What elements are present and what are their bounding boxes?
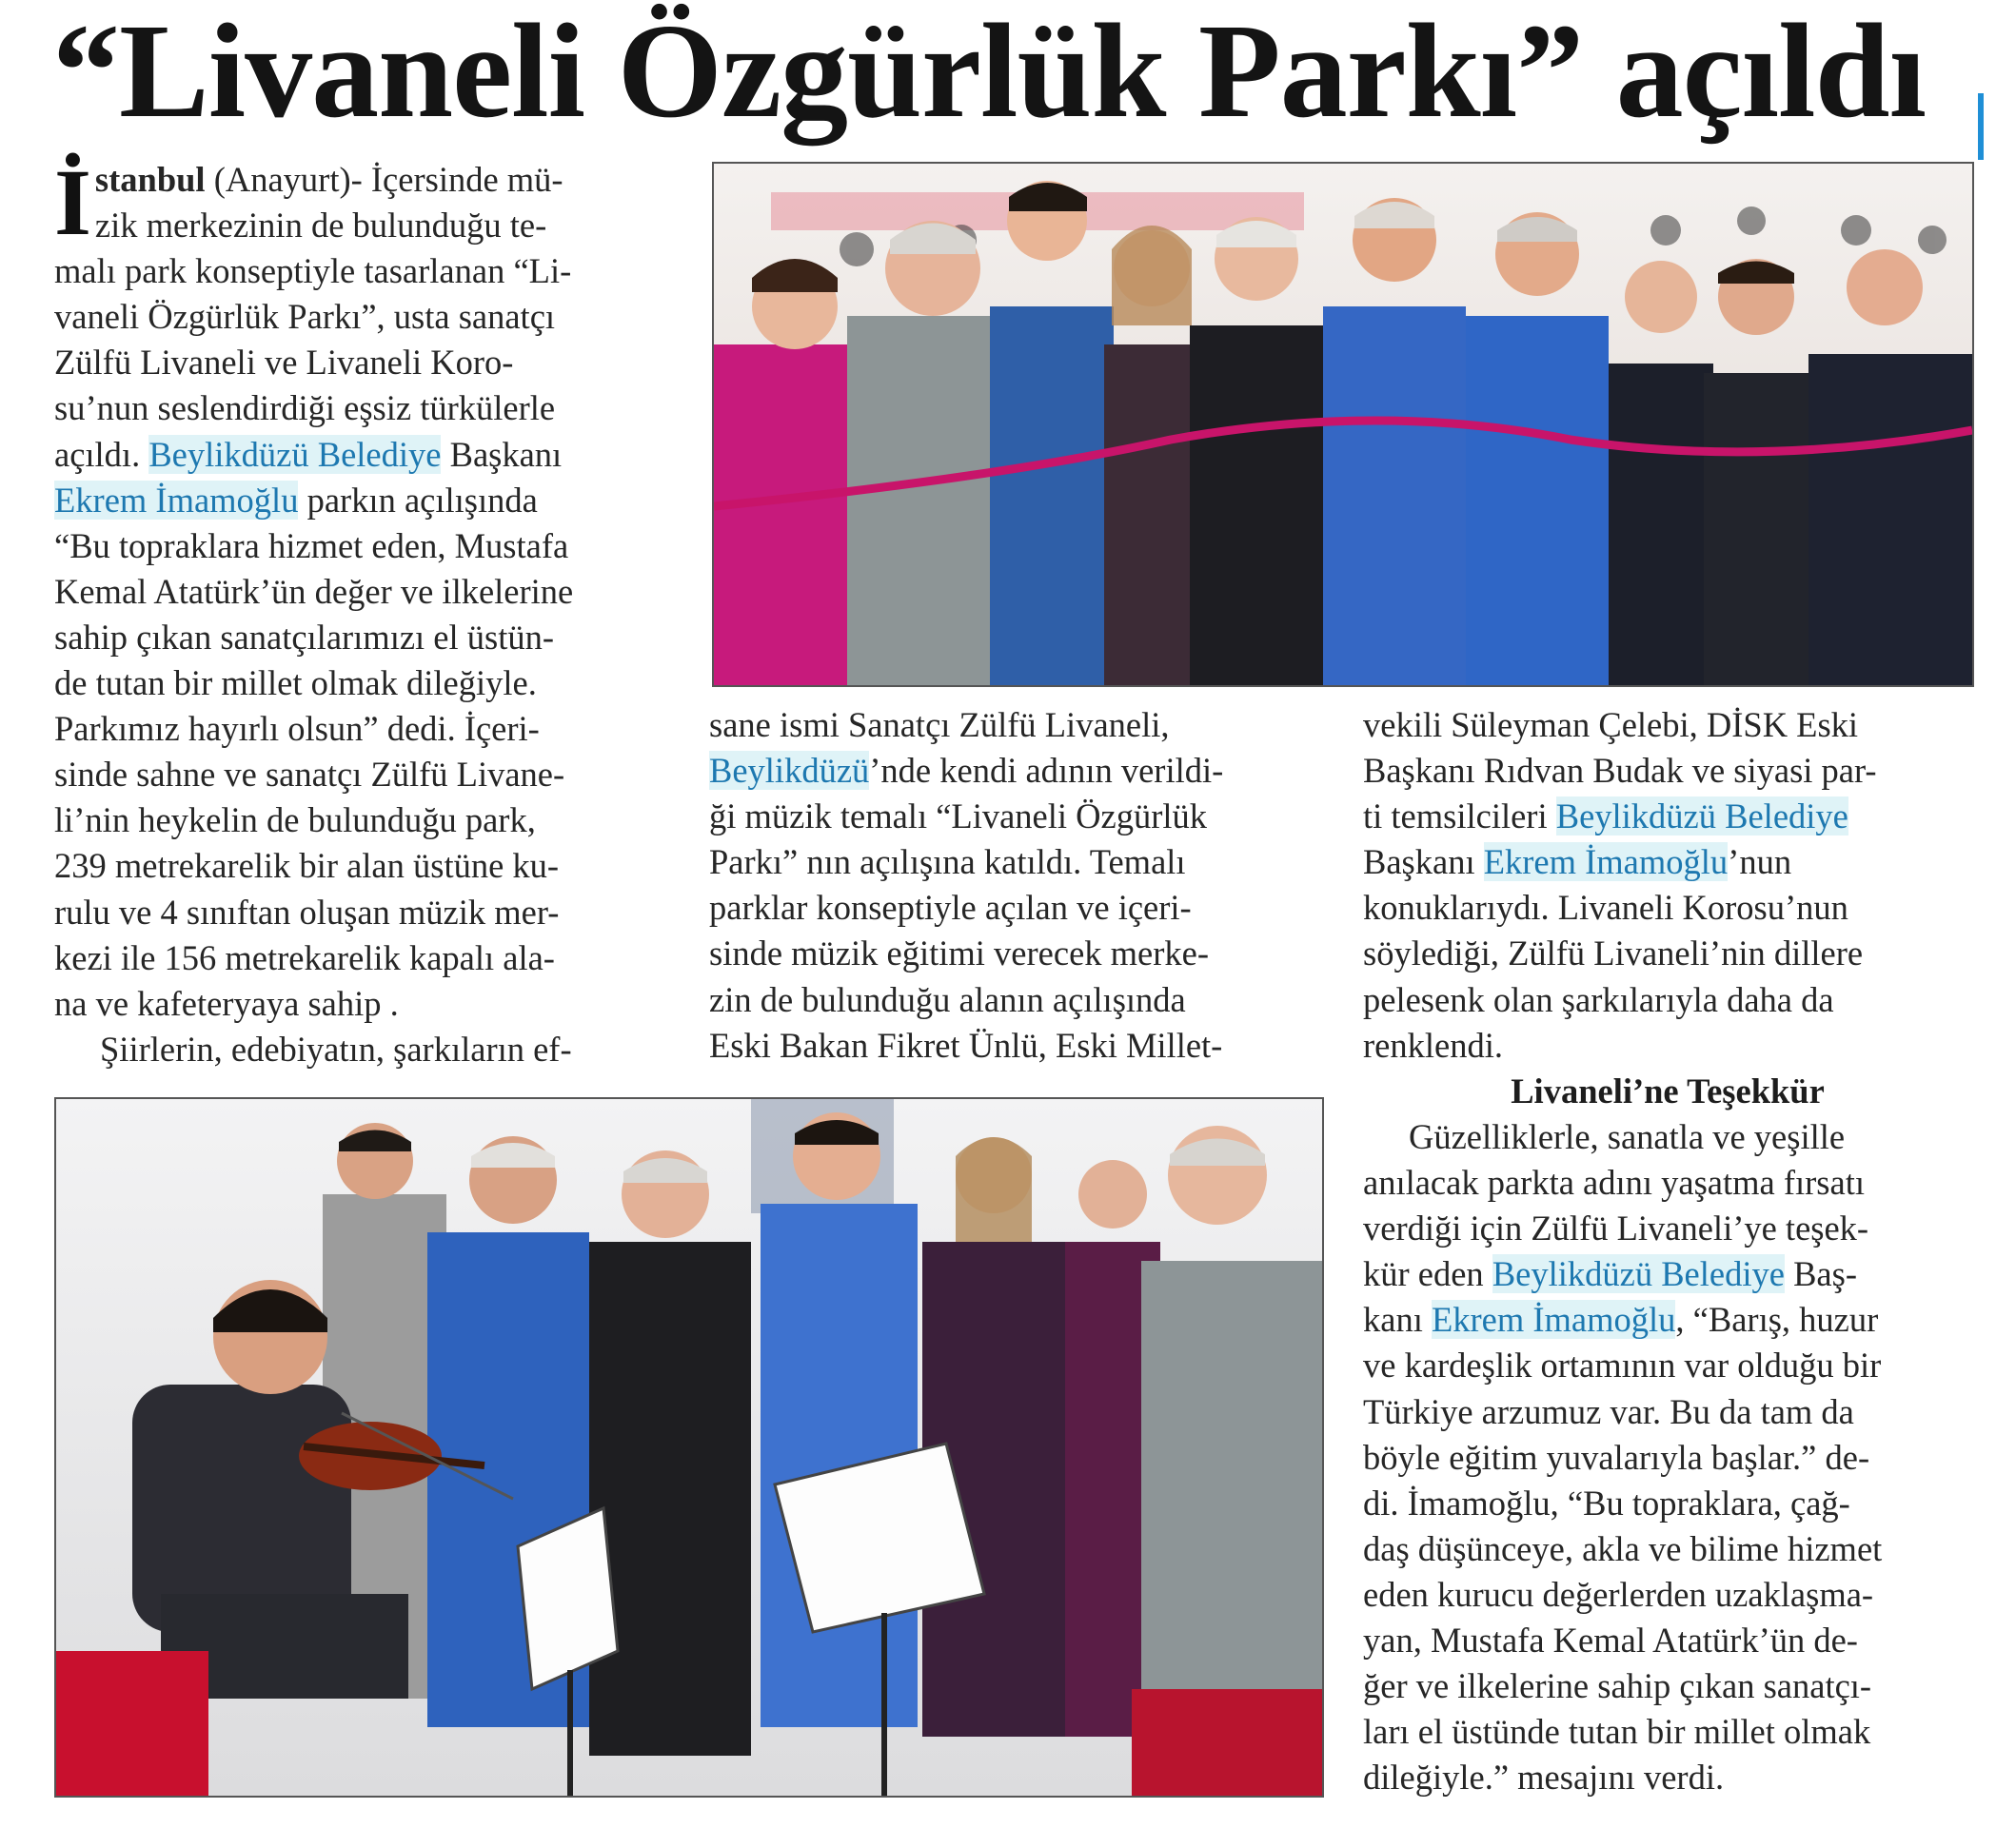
article-line: Parkımız hayırlı olsun” dedi. İçeri- xyxy=(54,709,540,749)
highlighted-name: Ekrem İmamoğlu xyxy=(1483,842,1729,882)
article-line: böyle eğitim yuvalarıyla başlar.” de- xyxy=(1363,1437,1870,1477)
highlighted-name: Ekrem İmamoğlu xyxy=(1431,1300,1676,1340)
article-column-2 xyxy=(709,702,1318,1069)
article-line: daş düşünceye, akla ve bilime hizmet xyxy=(1363,1528,1883,1568)
article-line: ğer ve ilkelerine sahip çıkan sanatçı- xyxy=(1363,1666,1872,1706)
ribbon-cutting-photo xyxy=(712,162,1974,687)
headline: “Livaneli Özgürlük Parkı” açıldı xyxy=(52,0,1926,146)
article-line: renklendi. xyxy=(1363,1025,1503,1065)
article-line: vaneli Özgürlük Parkı”, usta sanatçı xyxy=(54,297,556,337)
article-line: konuklarıydı. Livaneli Korosu’nun xyxy=(1363,888,1848,928)
article-line: Kemal Atatürk’ün değer ve ilkelerine xyxy=(54,571,574,611)
article-line: kanı Ekrem İmamoğlu, “Barış, huzur xyxy=(1363,1300,1879,1340)
edge-accent-bar xyxy=(1978,93,1984,160)
article-line: yan, Mustafa Kemal Atatürk’ün de- xyxy=(1363,1621,1858,1661)
article-line: eden kurucu değerlerden uzaklaşma- xyxy=(1363,1574,1874,1614)
article-line: vekili Süleyman Çelebi, DİSK Eski xyxy=(1363,705,1859,744)
article-line: kür eden Beylikdüzü Belediye Baş- xyxy=(1363,1254,1857,1294)
article-line: parklar konseptiyle açılan ve içeri- xyxy=(709,888,1192,928)
article-line: sane ismi Sanatçı Zülfü Livaneli, xyxy=(709,705,1170,744)
article-line: zik merkezinin de bulunduğu te- xyxy=(94,206,547,246)
article-line: Başkanı Ekrem İmamoğlu’nun xyxy=(1363,842,1792,882)
highlighted-name: Beylikdüzü Belediye xyxy=(1555,796,1848,836)
article-line: sinde sahne ve sanatçı Zülfü Livane- xyxy=(54,755,565,795)
article-line: rulu ve 4 sınıftan oluşan müzik mer- xyxy=(54,892,560,932)
violin-performance-photo xyxy=(54,1097,1324,1798)
article-line: pelesenk olan şarkılarıyla daha da xyxy=(1363,979,1834,1019)
article-line: Ekrem İmamoğlu parkın açılışında xyxy=(54,480,538,520)
article-line: anılacak parkta adını yaşatma fırsatı xyxy=(1363,1163,1865,1203)
article-line: ları el üstünde tutan bir millet olmak xyxy=(1363,1712,1871,1752)
article-line: li’nin heykelin de bulunduğu park, xyxy=(54,800,536,840)
article-line: verdiği için Zülfü Livaneli’ye teşek- xyxy=(1363,1209,1869,1248)
article-line: açıldı. Beylikdüzü Belediye Başkanı xyxy=(54,434,563,474)
article-line: ti temsilcileri Beylikdüzü Belediye xyxy=(1363,796,1848,836)
highlighted-name: Beylikdüzü Belediye xyxy=(148,434,442,474)
article-line: söylediği, Zülfü Livaneli’nin dillere xyxy=(1363,934,1864,973)
drop-cap: İ xyxy=(54,149,91,255)
article-line: Güzelliklerle, sanatla ve yeşille xyxy=(1409,1117,1846,1156)
article-line: su’nun seslendirdiği eşsiz türkülerle xyxy=(54,388,556,428)
article-line: sinde müzik eğitimi verecek merke- xyxy=(709,934,1209,973)
section-subhead: Livaneli’ne Teşekkür xyxy=(1511,1071,1825,1111)
article-line: Türkiye arzumuz var. Bu da tam da xyxy=(1363,1391,1854,1431)
violin-performance-illustration xyxy=(56,1099,1322,1796)
article-line: ği müzik temalı “Livaneli Özgürlük xyxy=(709,796,1208,836)
dateline-city: stanbul xyxy=(94,160,206,199)
article-line: de tutan bir millet olmak dileğiyle. xyxy=(54,663,537,703)
article-line: Parkı” nın açılışına katıldı. Temalı xyxy=(709,842,1186,882)
article-line: sahip çıkan sanatçılarımızı el üstün- xyxy=(54,617,555,657)
article-line: kezi ile 156 metrekarelik kapalı ala- xyxy=(54,937,555,977)
ribbon-cutting-illustration xyxy=(714,164,1972,685)
article-line: zin de bulunduğu alanın açılışında xyxy=(709,979,1186,1019)
article-column-1 xyxy=(54,149,663,1072)
article-line: Eski Bakan Fikret Ünlü, Eski Millet- xyxy=(709,1025,1223,1065)
article-column-3 xyxy=(1363,702,1972,1069)
article-line: na ve kafeteryaya sahip . xyxy=(54,983,399,1023)
article-line: Zülfü Livaneli ve Livaneli Koro- xyxy=(54,343,514,383)
article-line: Şiirlerin, edebiyatın, şarkıların ef- xyxy=(100,1029,572,1069)
article-line: Beylikdüzü’nde kendi adının verildi- xyxy=(709,751,1224,791)
highlighted-name: Ekrem İmamoğlu xyxy=(54,480,299,520)
article-line: di. İmamoğlu, “Bu topraklara, çağ- xyxy=(1363,1483,1850,1523)
highlighted-name: Beylikdüzü Belediye xyxy=(1492,1254,1785,1294)
article-line: Başkanı Rıdvan Budak ve siyasi par- xyxy=(1363,751,1877,791)
article-line: ve kardeşlik ortamının var olduğu bir xyxy=(1363,1346,1882,1386)
article-line: 239 metrekarelik bir alan üstüne ku- xyxy=(54,846,560,886)
article-column-3-continued xyxy=(1363,1114,1972,1800)
highlighted-name: Beylikdüzü xyxy=(709,751,870,791)
article-line: malı park konseptiyle tasarlanan “Li- xyxy=(54,251,572,291)
article-line: “Bu topraklara hizmet eden, Mustafa xyxy=(54,525,569,565)
article-line: dileğiyle.” mesajını verdi. xyxy=(1363,1758,1725,1798)
article-line: stanbul (Anayurt)- İçersinde mü- xyxy=(94,160,563,199)
